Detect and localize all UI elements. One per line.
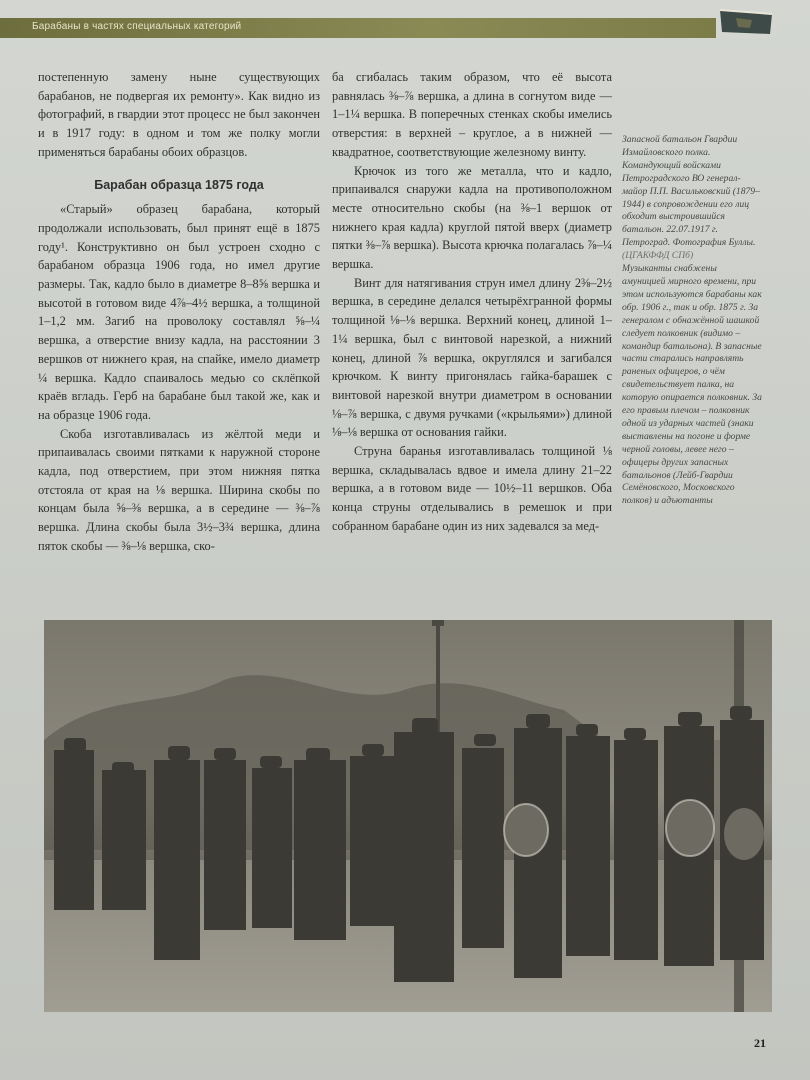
subheading: Барабан образца 1875 года (94, 177, 264, 192)
left-column (38, 68, 320, 556)
paragraph: Скоба изготавливалась из жёлтой меди и припаивалась своими пятками к наружной стороне кадла, под отверстием, при этом нижняя пятка отстояла от края на ⅛ вершка. Ширина скобы по концам была ⅝–⅜ вершка, а в середине — ⅜–⅞ вершка. Длина скобы была 3½–3¾ вершка, длина пяток скобы — ⅜–⅛ вершка, ско- (38, 426, 320, 553)
paragraph: Крючок из того же металла, что и кадло, припаивался снаружи кадла на противоположном месте относительно скобы (на ⅜–1 вершок от нижнего края кадла) круглой пятой вверх (диаметр пятки ⅜–⅞ вершка). Высота крючка полагалась ⅞–¼ вершка. (332, 163, 612, 272)
section-title: Барабаны в частях специальных категорий (32, 21, 242, 32)
caption-text: Запасной батальон Гвардии Измайловского полка. Командующий войсками Петроградского ВО генерал-майор П.П. Васильковский (1879–1944) в сопровождении его лиц обходит выстроившийся батальон. 22.07.1917 г. Петроград. Фотография Буллы. (622, 134, 760, 249)
page-number: 21 (754, 1036, 766, 1050)
flag-icon (716, 4, 778, 38)
paragraph: ба сгибалась таким образом, что её высота равнялась ⅜–⅞ вершка, а длина в согнутом виде — 1–1¼ вершка. В поперечных стенках скобы имелись отверстия: в верхней – круглое, а в нижней — квадратное, соответствующие железному винту. (332, 70, 612, 159)
paragraph: постепенную замену ныне существующих барабанов, не подвергая их ремонту». Как видно из фотографий, в гвардии этот процесс не был закончен и в 1917 году: в одном и том же полку могли применяться барабаны обоих образцов. (38, 70, 320, 159)
caption-credit: (ЦГАКФФД СПб) (622, 250, 694, 262)
caption-text-continued: Музыканты снабжены амуницией мирного времени, при этом используются барабаны как обр. 1906 г., так и обр. 1875 г. За генералом с обнажённой шашкой следует полковник (видимо – командир батальона). В запасные части старались направлять раненых офицеров, о чём свидетельствует палка, на которую опирается полковник. За его правым плечом – полковник одной из ударных частей (знаки выставлены на погоне и форме черной головы, левее него – офицеры других запасных батальонов (Лейб-Гвардии Семёновского, Московского полков) и адъютанты (622, 263, 762, 507)
paragraph: Винт для натягивания струн имел длину 2⅜–2½ вершка, в середине делался четырёхгранной формы толщиной ⅛–⅛ вершка. Верхний конец, длиной 1–1¼ вершка, был с винтовой нарезкой, а нижний конец, длиной ⅞ вершка, округлялся и загибался крючком. К винту пригонялась гайка-барашек с винтовой нарезкой внутри диаметром в основании ⅛–⅞ вершка, с двумя ручками («крыльями») длиной ⅛–⅛ вершка от основания гайки. (332, 275, 612, 440)
middle-column (332, 68, 612, 536)
historical-photo (44, 620, 772, 1012)
paragraph: «Старый» образец барабана, который продолжали использовать, был принят ещё в 1875 году¹. Конструктивно он был устроен сходно с барабаном образца 1906 года, но имел другие размеры. Так, кадло было в диаметре 8–8⅝ вершка и высотой в готовом виде 4⅞–4½ вершка, а толщиной 1–1,2 мм. Загиб на проволоку составлял ⅝–¼ вершка, а отверстие внизу кадла, на расстоянии 3 вершков от нижнего края, на спайке, имело диаметр ¼ вершка. Кадло спаивалось медью со склёпкой краёв вгладь. Герб на барабане был такой же, как и на образце 1906 года. (38, 202, 320, 422)
photo-caption (622, 134, 762, 508)
paragraph: Струна баранья изготавливалась толщиной ⅛ вершка, складывалась вдвое и имела длину 21–22 вершка, а в готовом виде — 10½–11 вершков. Оба конца струны отделывались в ремешок и при собранном барабане один из них задевался за мед- (332, 444, 612, 533)
